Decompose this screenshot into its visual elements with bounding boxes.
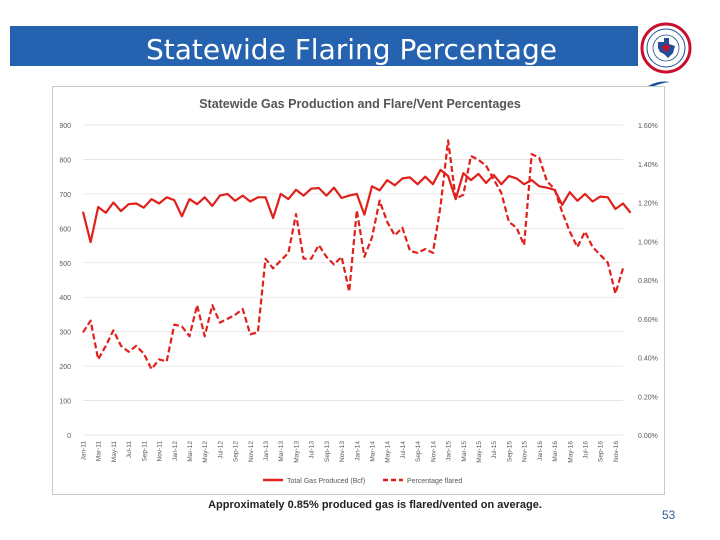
x-tick-label: Sep-14 [415,441,423,462]
series-line-total-gas [83,170,631,242]
x-tick-label: Mar-11 [95,441,103,462]
x-tick-label: Nov-13 [339,441,347,462]
chart-legend [263,478,462,485]
left-tick-label: 600 [59,226,71,234]
x-tick-label: Jan-14 [354,441,362,461]
x-tick-label: Nov-11 [156,441,164,462]
x-tick-label: Jul-15 [491,441,499,459]
x-tick-label: Jul-12 [217,441,225,459]
right-tick-label: 1.40% [638,161,658,169]
legend-label-total-gas: Total Gas Produced (Bcf) [287,478,366,485]
right-tick-label: 1.20% [638,200,658,208]
x-tick-label: Mar-14 [369,441,377,462]
x-tick-label: Jan-13 [263,441,271,461]
page-number: 53 [662,508,676,522]
x-tick-label: May-15 [475,441,483,463]
x-tick-label: Mar-16 [552,441,560,462]
x-tick-label: Mar-13 [278,441,286,462]
x-tick-label: Jan-12 [171,441,179,461]
flaring-chart [53,87,664,494]
caption-area [0,494,720,514]
right-tick-label: 1.60% [638,123,658,130]
right-tick-label: 0.40% [638,355,658,363]
right-tick-label: 1.00% [638,239,658,247]
left-tick-label: 0 [67,433,71,440]
x-tick-label: Sep-13 [323,441,331,462]
x-tick-label: May-16 [567,441,575,463]
chart-frame [52,86,665,495]
rrc-seal-icon [640,22,692,74]
left-tick-label: 200 [59,364,71,372]
left-tick-label: 800 [59,157,71,165]
x-tick-label: Sep-16 [597,441,605,462]
x-tick-label: May-13 [293,441,301,463]
x-tick-label: Jul-13 [308,441,316,459]
x-tick-label: Nov-16 [612,441,620,462]
left-tick-label: 900 [59,123,71,130]
x-tick-label: May-11 [110,441,118,463]
x-tick-label: Jan-16 [536,441,544,461]
right-tick-label: 0.60% [638,316,658,324]
x-tick-label: Mar-15 [460,441,468,462]
x-tick-label: Jan-11 [80,441,88,461]
left-tick-label: 700 [59,191,71,199]
right-tick-label: 0.00% [638,433,658,440]
x-tick-label: Mar-12 [186,441,194,462]
x-tick-label: Jul-11 [126,441,134,459]
right-tick-label: 0.80% [638,278,658,285]
x-tick-label: May-14 [384,441,392,463]
legend-label-percentage-flared: Percentage flared [407,478,463,485]
left-tick-label: 300 [59,329,71,337]
x-tick-label: Sep-11 [141,441,149,462]
x-tick-label: Sep-15 [506,441,514,462]
chart-title: Statewide Gas Production and Flare/Vent Percentages [199,97,521,111]
right-tick-label: 0.20% [638,394,658,402]
x-tick-label: May-12 [202,441,210,463]
x-tick-label: Nov-12 [247,441,255,462]
x-tick-label: Jul-16 [582,441,590,459]
series-line-percentage-flared [83,141,623,370]
left-tick-label: 400 [59,295,71,303]
chart-caption: Approximately 0.85% produced gas is flared/vented on average. [208,499,542,511]
x-tick-label: Nov-15 [521,441,529,462]
left-tick-label: 500 [59,260,71,268]
x-tick-label: Sep-12 [232,441,240,462]
left-tick-label: 100 [59,398,71,406]
x-tick-label: Jan-15 [445,441,453,461]
slide-title: Statewide Flaring Percentage [146,33,557,66]
x-tick-label: Nov-14 [430,441,438,462]
x-tick-label: Jul-14 [399,441,407,459]
